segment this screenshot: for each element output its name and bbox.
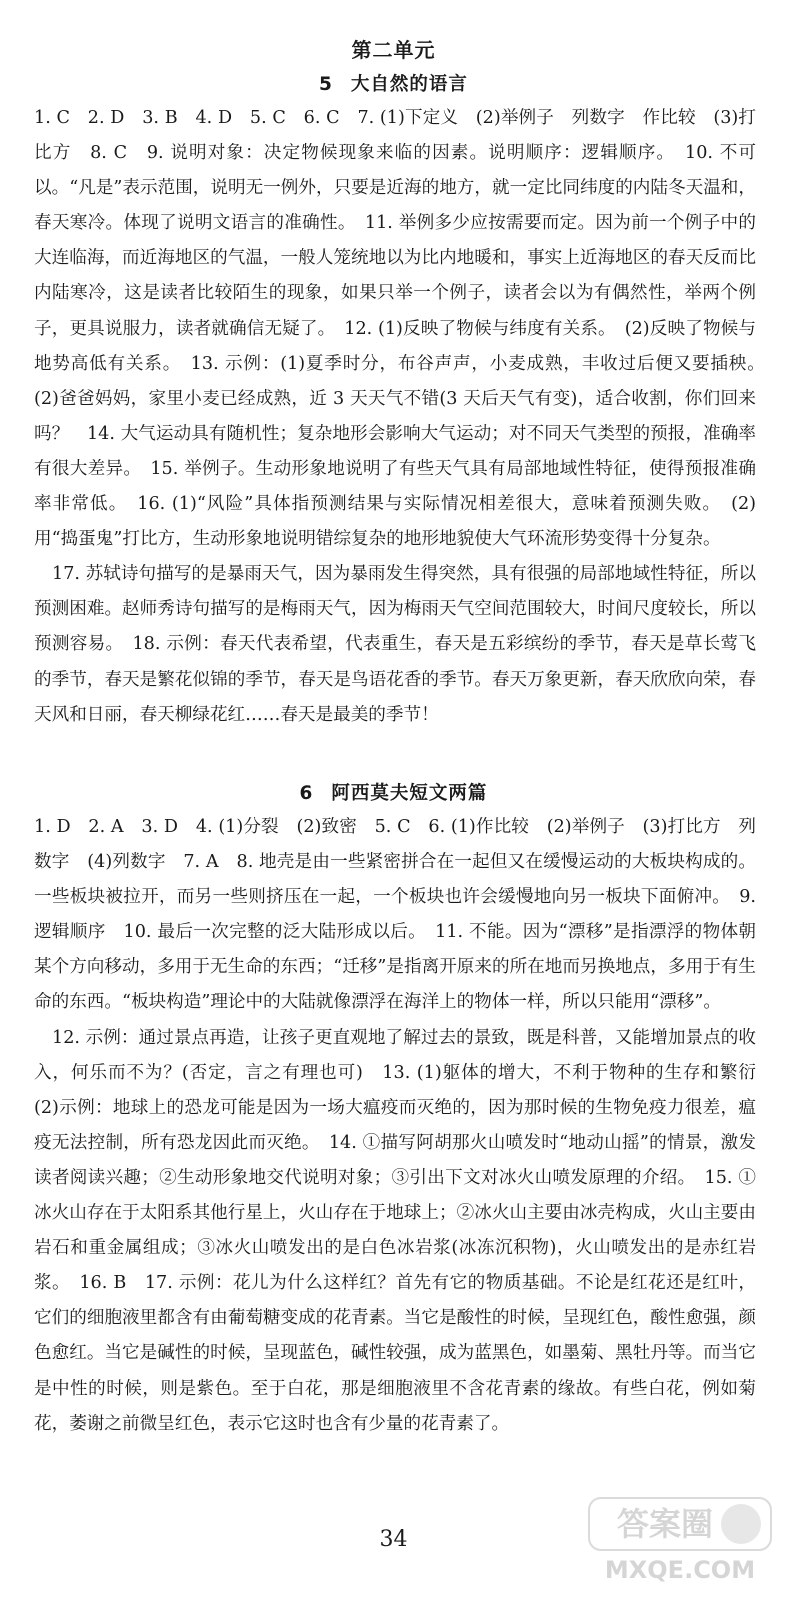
- lesson-5-paragraph-2: 17. 苏轼诗句描写的是暴雨天气，因为暴雨发生得突然，具有很强的局部地域性特征，所以预测困难。赵师秀诗句描写的是梅雨天气，因为梅雨天气空间范围较大，时间尺度较长，所以预测容易。 18. 示例：春天代表希望，代表重生，春天是五彩缤纷的季节，春天是草长莺飞的季节，春天是繁花似锦的季节，春天是鸟语花香的季节。春天万象更新，春天欣欣向荣，春天风和日丽，春天柳绿花红……春天是最美的季节！: [34, 564, 756, 725]
- page-number: 34: [379, 1527, 408, 1552]
- watermark-top-text: 答案圈: [616, 1505, 714, 1543]
- lesson-5-title: [0, 73, 787, 97]
- lesson-6-paragraph-2: 12. 示例：通过景点再造，让孩子更直观地了解过去的景致，既是科普，又能增加景点的收入，何乐而不为？(否定，言之有理也可) 13. (1)躯体的增大，不利于物种的生存和繁衍 (2)示例：地球上的恐龙可能是因为一场大瘟疫而灭绝的，因为那时候的生物免疫力很差，瘟疫无法控制，所有恐龙因此而灭绝。 14. ①描写阿胡那火山喷发时“地动山摇”的情景，激发读者阅读兴趣；②生动形象地交代说明对象；③引出下文对冰火山喷发原理的介绍。 15. ①冰火山存在于太阳系其他行星上，火山存在于地球上；②冰火山主要由冰壳构成，火山主要由岩石和重金属组成；③冰火山喷发出的是白色冰岩浆(冰冻沉积物)，火山喷发出的是赤红岩浆。 16. B 17. 示例：花儿为什么这样红？首先有它的物质基础。不论是红花还是红叶，它们的细胞液里都含有由葡萄糖变成的花青素。当它是酸性的时候，呈现红色，酸性愈强，颜色愈红。当它是碱性的时候，呈现蓝色，碱性较强，成为蓝黑色，如墨菊、黑牡丹等。而当它是中性的时候，则是紫色。至于白花，那是细胞液里不含花青素的缘故。有些白花，例如菊花，萎谢之前微呈红色，表示它这时也含有少量的花青素了。: [34, 1027, 774, 1434]
- lesson-5-answers: [34, 101, 774, 733]
- lesson-6-title-text: 阿西莫夫短文两篇: [331, 783, 488, 804]
- lesson-5-number: 5: [319, 74, 333, 95]
- lesson-6-answers: [34, 810, 774, 1442]
- lesson-5-paragraph-1: 1. C 2. D 3. B 4. D 5. C 6. C 7. (1)下定义 (2)举例子 列数字 作比较 (3)打比方 8. C 9. 说明对象：决定物候现象来临的因素。说明顺序：逻辑顺序。 10. 不可以。“凡是”表示范围，说明无一例外，只要是近海的地方，就一定比同纬度的内陆冬天温和，春天寒冷。体现了说明文语言的准确性。 11. 举例多少应按需要而定。因为前一个例子中的大连临海，而近海地区的气温，一般人笼统地以为比内地暖和，事实上近海地区的春天反而比内陆寒冷，这是读者比较陌生的现象，如果只举一个例子，读者会以为有偶然性，举两个例子，更具说服力，读者就确信无疑了。 12. (1)反映了物候与纬度有关系。 (2)反映了物候与地势高低有关系。 13. 示例：(1)夏季时分，布谷声声，小麦成熟，丰收过后便又要插秧。 (2)爸爸妈妈，家里小麦已经成熟，近 3 天天气不错(3 天后天气有变)，适合收割，你们回来吗？ 14. 大气运动具有随机性；复杂地形会影响大气运动；对不同天气类型的预报，准确率有很大差异。 15. 举例子。生动形象地说明了有些天气具有局部地域性特征，使得预报准确率非常低。 16. (1)“风险”具体指预测结果与实际情况相差很大，意味着预测失败。 (2)用“捣蛋鬼”打比方，生动形象地说明错综复杂的地形地貌使大气环流形势变得十分复杂。: [34, 108, 774, 550]
- watermark-logo: [585, 1494, 775, 1586]
- lesson-6-number: 6: [299, 783, 314, 804]
- watermark-bottom-text: MXQE.COM: [604, 1556, 756, 1584]
- lesson-6-paragraph-1: 1. D 2. A 3. D 4. (1)分裂 (2)致密 5. C 6. (1)作比较 (2)举例子 (3)打比方 列数字 (4)列数字 7. A 8. 地壳是由一些紧密拼合在一起但又在缓慢运动的大板块构成的。一些板块被拉开，而另一些则挤压在一起，一个板块也许会缓慢地向另一板块下面俯冲。 9. 逻辑顺序 10. 最后一次完整的泛大陆形成以后。 11. 不能。因为“漂移”是指漂浮的物体朝某个方向移动，多用于无生命的东西；“迁移”是指离开原来的所在地而另换地点，多用于有生命的东西。“板块构造”理论中的大陆就像漂浮在海洋上的物体一样，所以只能用“漂移”。: [34, 817, 756, 1013]
- lesson-5-title-text: 大自然的语言: [350, 74, 468, 95]
- lesson-6-title: [0, 782, 787, 806]
- unit-title: 第二单元: [351, 38, 436, 62]
